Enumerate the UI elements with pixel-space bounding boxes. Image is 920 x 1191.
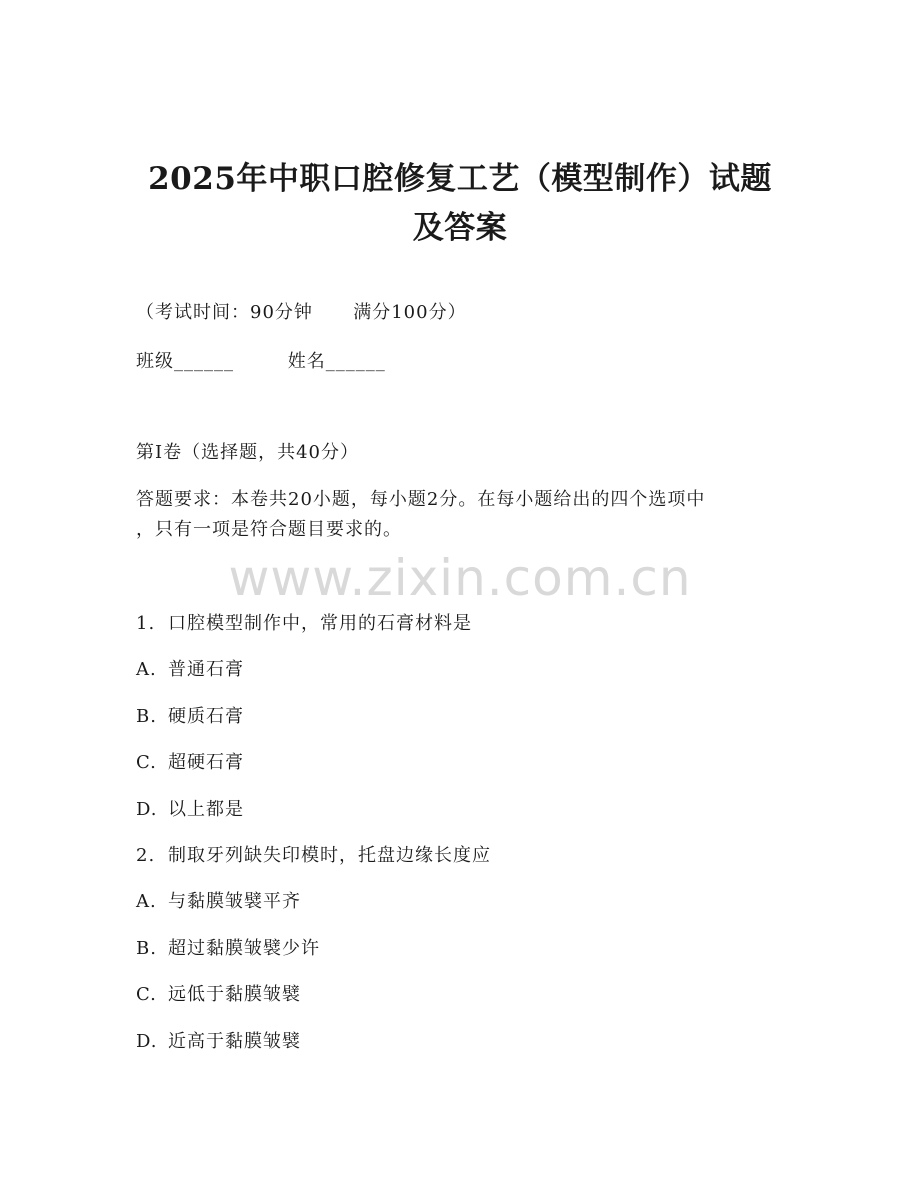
document-title-line-2: 及答案 — [412, 210, 508, 246]
option-label: B. — [136, 938, 157, 959]
option-text: 超过黏膜皱襞少许 — [168, 938, 320, 959]
question-1-option-d — [136, 798, 244, 822]
question-text: 制取牙列缺失印模时，托盘边缘长度应 — [168, 845, 491, 866]
option-label: A. — [136, 659, 157, 680]
question-2-option-b — [136, 937, 320, 961]
option-text: 远低于黏膜皱襞 — [168, 984, 301, 1005]
question-number: 1. — [136, 613, 156, 634]
option-text: 以上都是 — [168, 799, 244, 820]
question-text: 口腔模型制作中，常用的石膏材料是 — [168, 613, 472, 634]
question-1-option-b — [136, 705, 244, 729]
option-label: D. — [136, 799, 158, 820]
question-1-option-c — [136, 751, 244, 775]
question-2-option-a — [136, 890, 301, 914]
option-text: 超硬石膏 — [168, 752, 244, 773]
question-number: 2. — [136, 845, 156, 866]
section-heading: 第I卷（选择题，共40分） — [136, 442, 360, 463]
exam-info: （考试时间：90分钟 满分100分） — [136, 302, 467, 323]
option-label: A. — [136, 891, 157, 912]
question-2 — [136, 844, 491, 868]
question-2-option-c — [136, 983, 301, 1007]
option-label: C. — [136, 752, 157, 773]
watermark: www.zixin.com.cn — [228, 549, 692, 607]
class-name-fields: 班级______ 姓名______ — [136, 351, 386, 372]
requirements-line-1: 答题要求：本卷共20小题，每小题2分。在每小题给出的四个选项中 — [136, 489, 706, 510]
question-1-option-a — [136, 658, 244, 682]
option-label: D. — [136, 1031, 158, 1052]
option-label: B. — [136, 706, 157, 727]
option-text: 硬质石膏 — [168, 706, 244, 727]
question-1 — [136, 612, 472, 636]
requirements-line-2: ，只有一项是符合题目要求的。 — [136, 519, 402, 540]
option-text: 近高于黏膜皱襞 — [168, 1031, 301, 1052]
option-label: C. — [136, 984, 157, 1005]
document-title-line-1: 2025年中职口腔修复工艺（模型制作）试题 — [148, 161, 772, 197]
question-2-option-d — [136, 1030, 301, 1054]
option-text: 普通石膏 — [168, 659, 244, 680]
option-text: 与黏膜皱襞平齐 — [168, 891, 301, 912]
